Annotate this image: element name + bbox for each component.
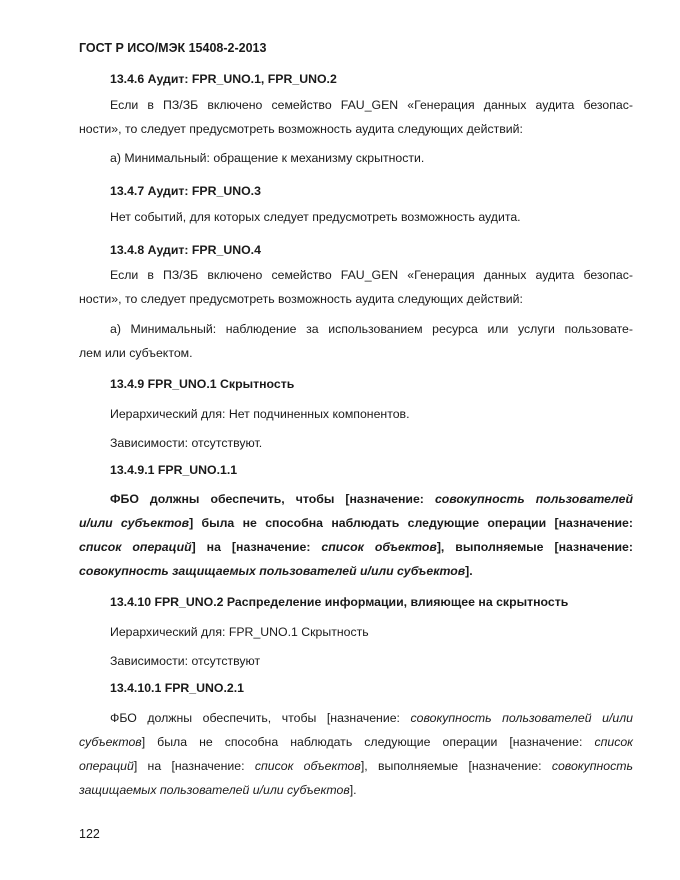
section-heading-13-4-10: 13.4.10 FPR_UNO.2 Распределение информации, влияющее на скрытность bbox=[110, 595, 569, 609]
paragraph-line: Если в ПЗ/ЗБ включено семейство FAU_GEN «Генерация данных аудита безопас- bbox=[110, 98, 633, 112]
element-line: ФБО должны обеспечить, чтобы [назначение: совокупность пользователей bbox=[110, 492, 634, 506]
element-line: список операций] на [назначение: список объектов], выполняемые [назначение: bbox=[79, 540, 633, 554]
section-heading-13-4-7: 13.4.7 Аудит: FPR_UNO.3 bbox=[110, 184, 261, 198]
element-line: операций] на [назначение: список объектов], выполняемые [назначение: совокупность bbox=[79, 759, 633, 773]
paragraph bbox=[79, 93, 633, 141]
paragraph-line: ности», то следует предусмотреть возможность аудита следующих действий: bbox=[79, 292, 523, 306]
paragraph bbox=[79, 263, 633, 311]
element-heading-13-4-10-1: 13.4.10.1 FPR_UNO.2.1 bbox=[110, 681, 244, 695]
element-heading-13-4-9-1: 13.4.9.1 FPR_UNO.1.1 bbox=[110, 463, 238, 477]
element-line: и/или субъектов] была не способна наблюдать следующие операции [назначение: bbox=[79, 516, 633, 530]
page-number: 122 bbox=[79, 827, 100, 841]
element-line: субъектов] была не способна наблюдать следующие операции [назначение: список bbox=[79, 735, 633, 749]
paragraph-line: Если в ПЗ/ЗБ включено семейство FAU_GEN «Генерация данных аудита безопас- bbox=[110, 268, 633, 282]
paragraph: Нет событий, для которых следует предусмотреть возможность аудита. bbox=[110, 210, 521, 224]
document-header: ГОСТ Р ИСО/МЭК 15408-2-2013 bbox=[79, 41, 267, 55]
paragraph-line: а) Минимальный: наблюдение за использованием ресурса или услуги пользовате- bbox=[110, 322, 633, 336]
paragraph bbox=[79, 317, 633, 365]
section-heading-13-4-8: 13.4.8 Аудит: FPR_UNO.4 bbox=[110, 243, 261, 257]
element-line: совокупность защищаемых пользователей и/или субъектов]. bbox=[79, 564, 473, 578]
dependencies-text: Зависимости: отсутствуют. bbox=[110, 436, 263, 450]
paragraph-line: ности», то следует предусмотреть возможность аудита следующих действий: bbox=[79, 122, 523, 136]
section-heading-13-4-6: 13.4.6 Аудит: FPR_UNO.1, FPR_UNO.2 bbox=[110, 72, 337, 86]
element-text-fpr-uno-1-1 bbox=[79, 487, 633, 583]
hierarchical-text: Иерархический для: FPR_UNO.1 Скрытность bbox=[110, 625, 369, 639]
hierarchical-text: Иерархический для: Нет подчиненных компонентов. bbox=[110, 407, 410, 421]
paragraph-line: лем или субъектом. bbox=[79, 346, 193, 360]
paragraph: а) Минимальный: обращение к механизму скрытности. bbox=[110, 151, 425, 165]
dependencies-text: Зависимости: отсутствуют bbox=[110, 654, 261, 668]
element-text-fpr-uno-2-1 bbox=[79, 706, 633, 802]
section-heading-13-4-9: 13.4.9 FPR_UNO.1 Скрытность bbox=[110, 377, 295, 391]
element-line: ФБО должны обеспечить, чтобы [назначение: совокупность пользователей и/или bbox=[110, 711, 633, 725]
element-line: защищаемых пользователей и/или субъектов]. bbox=[79, 783, 357, 797]
